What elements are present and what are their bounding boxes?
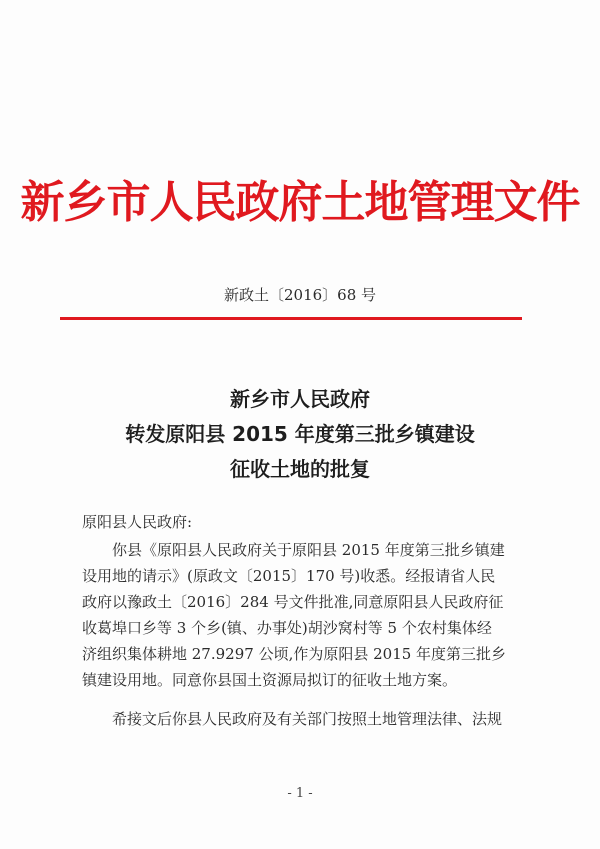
document-number: 新政土〔2016〕68 号: [223, 286, 377, 304]
salutation: 原阳县人民政府:: [82, 513, 193, 531]
paragraph-1-line: 设用地的请示》(原政文〔2015〕170 号)收悉。经报请省人民: [82, 567, 496, 585]
page-number: - 1 -: [287, 786, 313, 801]
paragraph-1-line: 你县《原阳县人民政府关于原阳县 2015 年度第三批乡镇建: [112, 541, 505, 559]
paragraph-1-line: 政府以豫政土〔2016〕284 号文件批准,同意原阳县人民政府征: [82, 593, 504, 611]
paragraph-2-line: 希接文后你县人民政府及有关部门按照土地管理法律、法规: [112, 710, 503, 728]
red-separator-line: [60, 317, 522, 320]
paragraph-1: [82, 537, 532, 693]
paragraph-1-line: 镇建设用地。同意你县国土资源局拟订的征收土地方案。: [82, 671, 458, 689]
document-title-line-2: 转发原阳县 2015 年度第三批乡镇建设: [125, 422, 475, 446]
paragraph-1-line: 济组织集体耕地 27.9297 公顷,作为原阳县 2015 年度第三批乡: [82, 645, 507, 663]
document-title-line-1: 新乡市人民政府: [230, 387, 370, 411]
paragraph-2: [82, 706, 532, 732]
document-title-line-3: 征收土地的批复: [230, 457, 370, 481]
masthead-title: 新乡市人民政府土地管理文件: [20, 177, 580, 228]
paragraph-1-line: 收葛埠口乡等 3 个乡(镇、办事处)胡沙窝村等 5 个农村集体经: [82, 619, 492, 637]
